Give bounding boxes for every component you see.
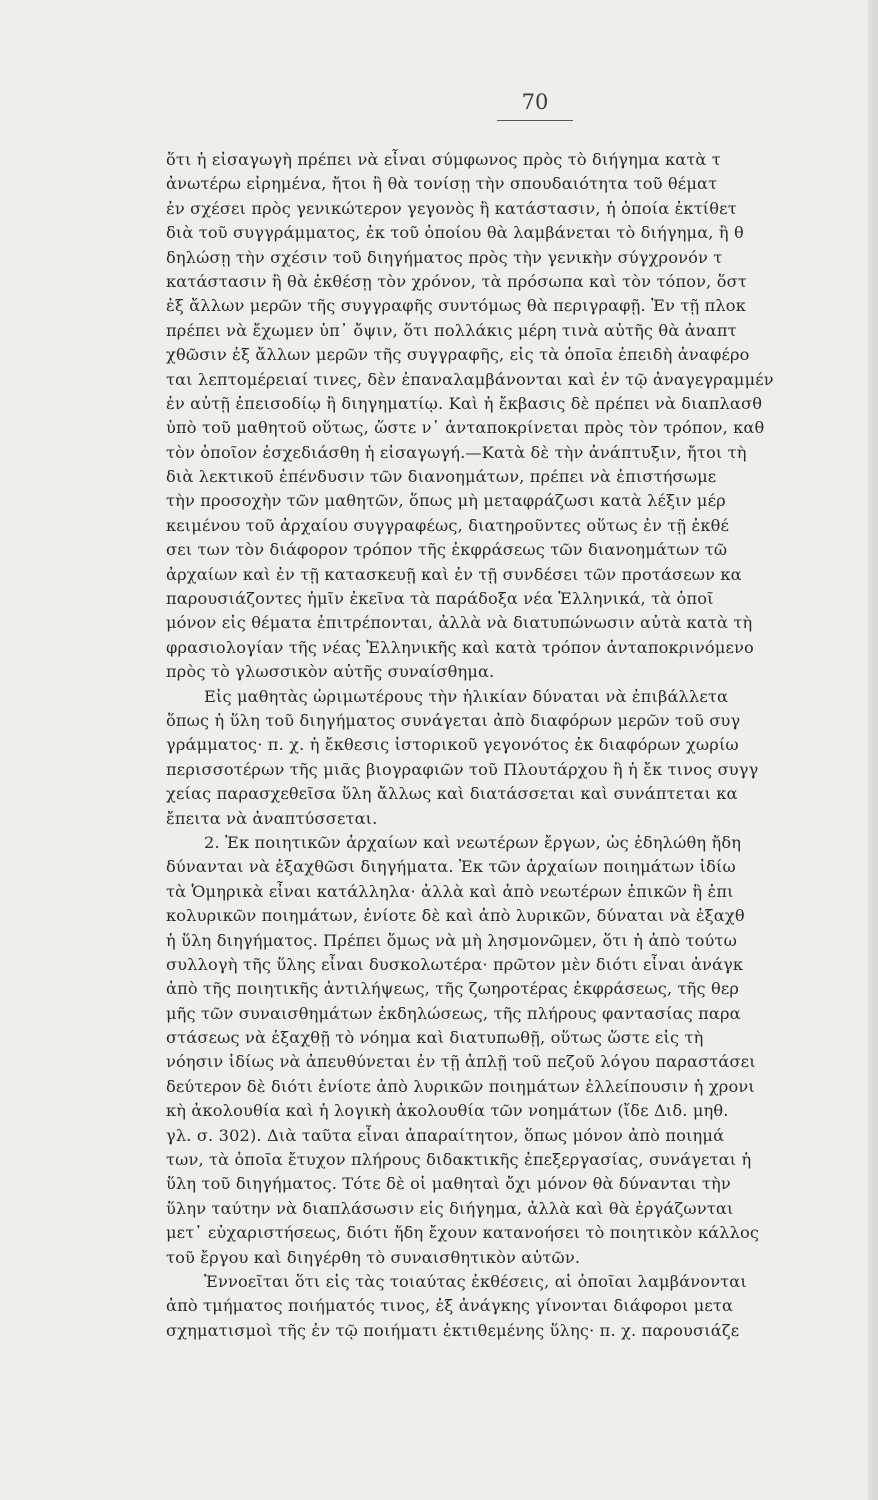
text-line: συλλογὴ τῆς ὕλης εἶναι δυσκολωτέρα· πρῶτον μὲν διότι εἶναι ἀνάγκ <box>166 954 744 974</box>
page-number-rule <box>497 120 573 121</box>
text-line: ἀνωτέρω εἰρημένα, ἤτοι ἢ θὰ τονίσῃ τὴν σπουδαιότητα τοῦ θέματ <box>166 174 718 194</box>
text-line: γράμματος· π. χ. ἡ ἔκθεσις ἱστορικοῦ γεγονότος ἐκ διαφόρων χωρίω <box>166 735 739 755</box>
text-line: κὴ ἀκολουθία καὶ ἡ λογικὴ ἀκολουθία τῶν νοημάτων (ἴδε Διδ. μηθ. <box>166 1101 729 1121</box>
text-line: διὰ τοῦ συγγράμματος, ἐκ τοῦ ὁποίου θὰ λαμβάνεται τὸ διήγημα, ἢ θ <box>166 223 744 243</box>
text-line: Εἰς μαθητὰς ὡριμωτέρους τὴν ἡλικίαν δύναται νὰ ἐπιβάλλετα <box>204 686 729 706</box>
text-line: Ἐννοεῖται ὅτι εἰς τὰς τοιαύτας ἐκθέσεις, αἱ ὁποῖαι λαμβάνονται <box>204 1271 747 1291</box>
text-line: ἀπὸ τμήματος ποιήματός τινος, ἐξ ἀνάγκης γίνονται διάφοροι μετα <box>166 1296 734 1316</box>
text-line: τὴν προσοχὴν τῶν μαθητῶν, ὅπως μὴ μεταφράζωσι κατὰ λέξιν μέρ <box>166 491 726 511</box>
text-line: μετ᾽ εὐχαριστήσεως, διότι ἤδη ἔχουν κατανοήσει τὸ ποιητικὸν κάλλος <box>166 1223 760 1243</box>
text-line: νόησιν ἰδίως νὰ ἀπευθύνεται ἐν τῇ ἁπλῇ τοῦ πεζοῦ λόγου παραστάσει <box>166 1052 756 1072</box>
page-edge-shadow <box>868 0 878 1500</box>
text-line: ἔπειτα νὰ ἀναπτύσσεται. <box>166 808 378 828</box>
text-line: πρέπει νὰ ἔχωμεν ὑπ᾽ ὄψιν, ὅτι πολλάκις μέρη τινὰ αὐτῆς θὰ ἀναπτ <box>166 320 737 340</box>
text-line: δηλώσῃ τὴν σχέσιν τοῦ διηγήματος πρὸς τὴν γενικὴν σύγχρονόν τ <box>166 247 723 267</box>
text-line: ἡ ὕλη διηγήματος. Πρέπει ὅμως νὰ μὴ λησμονῶμεν, ὅτι ἡ ἀπὸ τούτω <box>166 930 737 950</box>
text-line: στάσεως νὰ ἐξαχθῇ τὸ νόημα καὶ διατυπωθῇ, οὕτως ὥστε εἰς τὴ <box>166 1028 704 1048</box>
text-line: 2. Ἐκ ποιητικῶν ἀρχαίων καὶ νεωτέρων ἔργων, ὡς ἐδηλώθη ἤδη <box>204 832 742 852</box>
text-line: πρὸς τὸ γλωσσικὸν αὐτῆς συναίσθημα. <box>166 662 495 682</box>
text-line: ἐν σχέσει πρὸς γενικώτερον γεγονὸς ἢ κατάστασιν, ἡ ὁποία ἐκτίθετ <box>166 198 737 218</box>
text-line: ἐξ ἄλλων μερῶν τῆς συγγραφῆς συντόμως θὰ περιγραφῇ. Ἐν τῇ πλοκ <box>166 296 746 316</box>
text-line: ὕλην ταύτην νὰ διαπλάσωσιν εἰς διήγημα, ἀλλὰ καὶ θὰ ἐργάζωνται <box>166 1198 734 1218</box>
text-line: δεύτερον δὲ διότι ἐνίοτε ἀπὸ λυρικῶν ποιημάτων ἐλλείπουσιν ἡ χρονι <box>166 1076 755 1096</box>
text-line: τὸν ὁποῖον ἐσχεδιάσθη ἡ εἰσαγωγή.—Κατὰ δὲ τὴν ἀνάπτυξιν, ἤτοι τὴ <box>166 442 747 462</box>
text-line: σχηματισμοὶ τῆς ἐν τῷ ποιήματι ἐκτιθεμένης ὕλης· π. χ. παρουσιάζε <box>166 1320 740 1340</box>
text-line: ἀρχαίων καὶ ἐν τῇ κατασκευῇ καὶ ἐν τῇ συνδέσει τῶν προτάσεων κα <box>166 564 742 584</box>
text-line: τὰ Ὁμηρικὰ εἶναι κατάλληλα· ἀλλὰ καὶ ἀπὸ νεωτέρων ἐπικῶν ἢ ἐπι <box>166 881 734 901</box>
body-text <box>166 148 878 1343</box>
text-line: ἐν αὐτῇ ἐπεισοδίῳ ἢ διηγηματίῳ. Καὶ ἡ ἔκβασις δὲ πρέπει νὰ διαπλασθ <box>166 393 763 413</box>
text-line: μῆς τῶν συναισθημάτων ἐκδηλώσεως, τῆς πλήρους φαντασίας παρα <box>166 1003 741 1023</box>
text-line: κειμένου τοῦ ἀρχαίου συγγραφέως, διατηροῦντες οὕτως ἐν τῇ ἐκθέ <box>166 515 730 535</box>
text-line: χθῶσιν ἐξ ἄλλων μερῶν τῆς συγγραφῆς, εἰς τὰ ὁποῖα ἐπειδὴ ἀναφέρο <box>166 345 750 365</box>
text-line: μόνον εἰς θέματα ἐπιτρέπονται, ἀλλὰ νὰ διατυπώνωσιν αὐτὰ κατὰ τὴ <box>166 613 753 633</box>
text-line: κολυρικῶν ποιημάτων, ἐνίοτε δὲ καὶ ἀπὸ λυρικῶν, δύναται νὰ ἐξαχθ <box>166 906 745 926</box>
text-line: ὅτι ἡ εἰσαγωγὴ πρέπει νὰ εἶναι σύμφωνος πρὸς τὸ διήγημα κατὰ τ <box>166 150 721 169</box>
text-line: ὑπὸ τοῦ μαθητοῦ οὕτως, ὥστε ν᾽ ἀνταποκρίνεται πρὸς τὸν τρόπον, καθ <box>166 418 765 438</box>
text-line: των, τὰ ὁποῖα ἔτυχον πλήρους διδακτικῆς ἐπεξεργασίας, συνάγεται ἡ <box>166 1150 752 1170</box>
text-line: φρασιολογίαν τῆς νέας Ἑλληνικῆς καὶ κατὰ τρόπον ἀνταποκρινόμενο <box>166 637 754 657</box>
text-line: παρουσιάζοντες ἡμῖν ἐκεῖνα τὰ παράδοξα νέα Ἑλληνικά, τὰ ὁποῖ <box>166 589 714 609</box>
text-line: ἀπὸ τῆς ποιητικῆς ἀντιλήψεως, τῆς ζωηροτέρας ἐκφράσεως, τῆς θερ <box>166 979 740 999</box>
text-line: κατάστασιν ἢ θὰ ἐκθέσῃ τὸν χρόνον, τὰ πρόσωπα καὶ τὸν τόπον, ὅστ <box>166 271 747 291</box>
text-line: γλ. σ. 302). Διὰ ταῦτα εἶναι ἀπαραίτητον, ὅπως μόνον ἀπὸ ποιημά <box>166 1125 725 1145</box>
text-line: σει των τὸν διάφορον τρόπον τῆς ἐκφράσεως τῶν διανοημάτων τῶ <box>166 540 728 560</box>
text-line: ται λεπτομέρειαί τινες, δὲν ἐπαναλαμβάνονται καὶ ἐν τῷ ἀναγεγραμμέν <box>166 369 774 389</box>
text-line: ὅπως ἡ ὕλη τοῦ διηγήματος συνάγεται ἀπὸ διαφόρων μερῶν τοῦ συγ <box>166 710 741 730</box>
text-line: περισσοτέρων τῆς μιᾶς βιογραφιῶν τοῦ Πλουτάρχου ἢ ἡ ἔκ τινος συγγ <box>166 759 759 779</box>
text-line: δύνανται νὰ ἐξαχθῶσι διηγήματα. Ἐκ τῶν ἀρχαίων ποιημάτων ἰδίω <box>166 857 736 877</box>
page-number: 70 <box>521 90 549 114</box>
text-line: διὰ λεκτικοῦ ἐπένδυσιν τῶν διανοημάτων, πρέπει νὰ ἐπιστήσωμε <box>166 467 717 487</box>
text-line: χείας παρασχεθεῖσα ὕλη ἄλλως καὶ διατάσσεται καὶ συνάπτεται κα <box>166 784 738 804</box>
text-line: ὕλη τοῦ διηγήματος. Τότε δὲ οἱ μαθηταὶ ὄχι μόνον θὰ δύνανται τὴν <box>166 1174 731 1194</box>
text-line: τοῦ ἔργου καὶ διηγέρθη τὸ συναισθητικὸν αὐτῶν. <box>166 1247 581 1267</box>
